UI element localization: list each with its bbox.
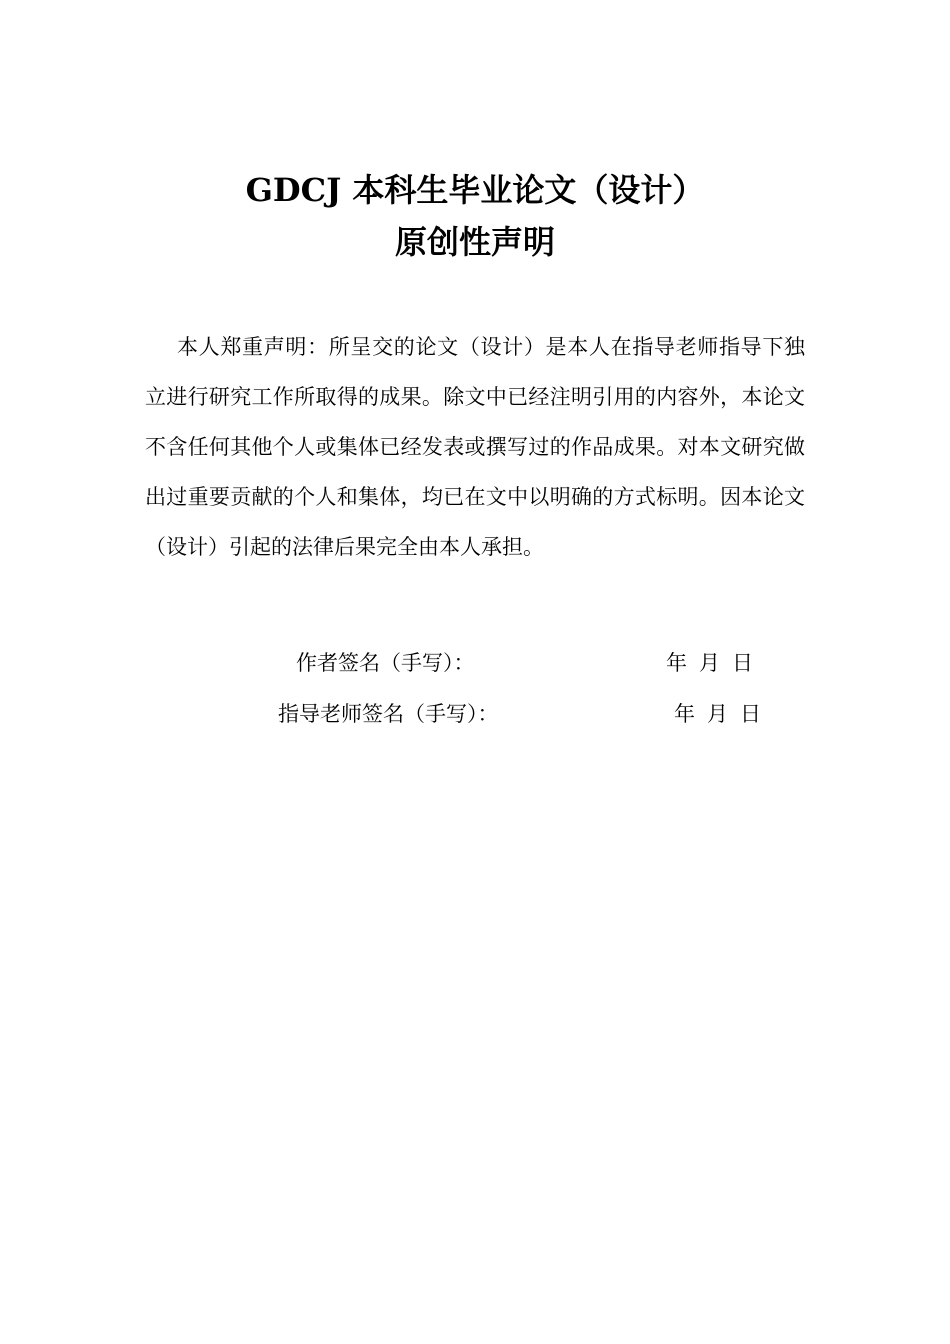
advisor-date	[674, 699, 761, 729]
month-label: 月	[699, 651, 720, 675]
year-label: 年	[666, 651, 687, 675]
declaration-paragraph: 本人郑重声明：所呈交的论文（设计）是本人在指导老师指导下独立进行研究工作所取得的成果。除文中已经注明引用的内容外，本论文不含任何其他个人或集体已经发表或撰写过的作品成果。对本文研究做出过重要贡献的个人和集体，均已在文中以明确的方式标明。因本论文（设计）引起的法律后果完全由本人承担。	[145, 335, 805, 559]
advisor-signature-label: 指导老师签名（手写）：	[278, 702, 499, 726]
day-label: 日	[732, 651, 753, 675]
author-signature-label: 作者签名（手写）：	[296, 651, 475, 675]
year-label: 年	[674, 702, 695, 726]
author-date	[666, 648, 753, 678]
day-label: 日	[740, 702, 761, 726]
document-subtitle: 原创性声明	[394, 223, 555, 261]
month-label: 月	[707, 702, 728, 726]
document-title: GDCJ 本科生毕业论文（设计）	[245, 171, 705, 209]
